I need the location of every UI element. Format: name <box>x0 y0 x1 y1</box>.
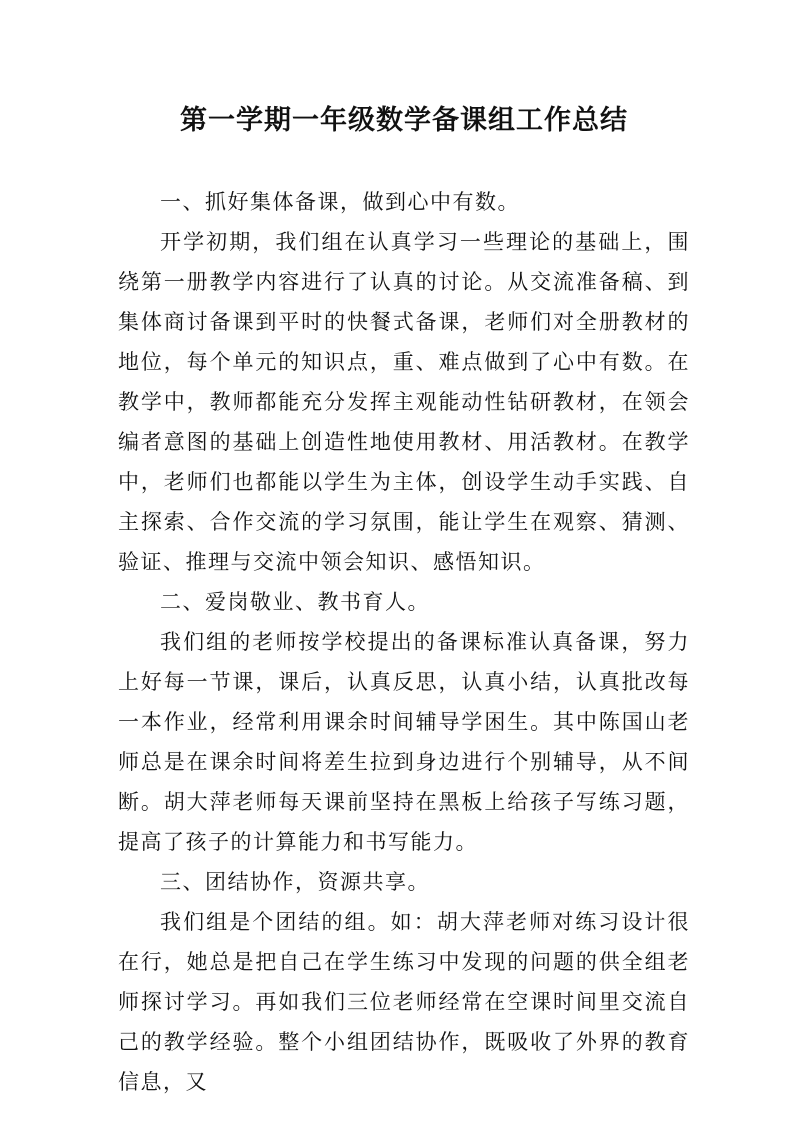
document-title: 第一学期一年级数学备课组工作总结 <box>180 105 628 136</box>
section-paragraph-2: 我们组的老师按学校提出的备课标准认真备课，努力上好每一节课，课后，认真反思，认真小结，认真批改每一本作业，经常利用课余时间辅导学困生。其中陈国山老师总是在课余时间将差生拉到身边进行个别辅导，从不间断。胡大萍老师每天课前坚持在黑板上给孩子写练习题，提高了孩子的计算能力和书写能力。 <box>118 630 690 854</box>
section-paragraph-3: 我们组是个团结的组。如：胡大萍老师对练习设计很在行，她总是把自己在学生练习中发现的问题的供全组老师探讨学习。再如我们三位老师经常在空课时间里交流自己的教学经验。整个小组团结协作，既吸收了外界的教育信息，又 <box>118 910 690 1094</box>
section-heading-1: 一、抓好集体备课，做到心中有数。 <box>160 190 520 214</box>
section-paragraph-1: 开学初期，我们组在认真学习一些理论的基础上，围绕第一册教学内容进行了认真的讨论。从交流准备稿、到集体商讨备课到平时的快餐式备课，老师们对全册教材的地位，每个单元的知识点，重、难点做到了心中有数。在教学中，教师都能充分发挥主观能动性钻研教材，在领会编者意图的基础上创造性地使用教材、用活教材。在教学中，老师们也都能以学生为主体，创设学生动手实践、自主探索、合作交流的学习氛围，能让学生在观察、猜测、验证、推理与交流中领会知识、感悟知识。 <box>118 230 690 574</box>
section-heading-2: 二、爱岗敬业、教书育人。 <box>160 590 430 614</box>
section-heading-3: 三、团结协作，资源共享。 <box>160 870 430 894</box>
